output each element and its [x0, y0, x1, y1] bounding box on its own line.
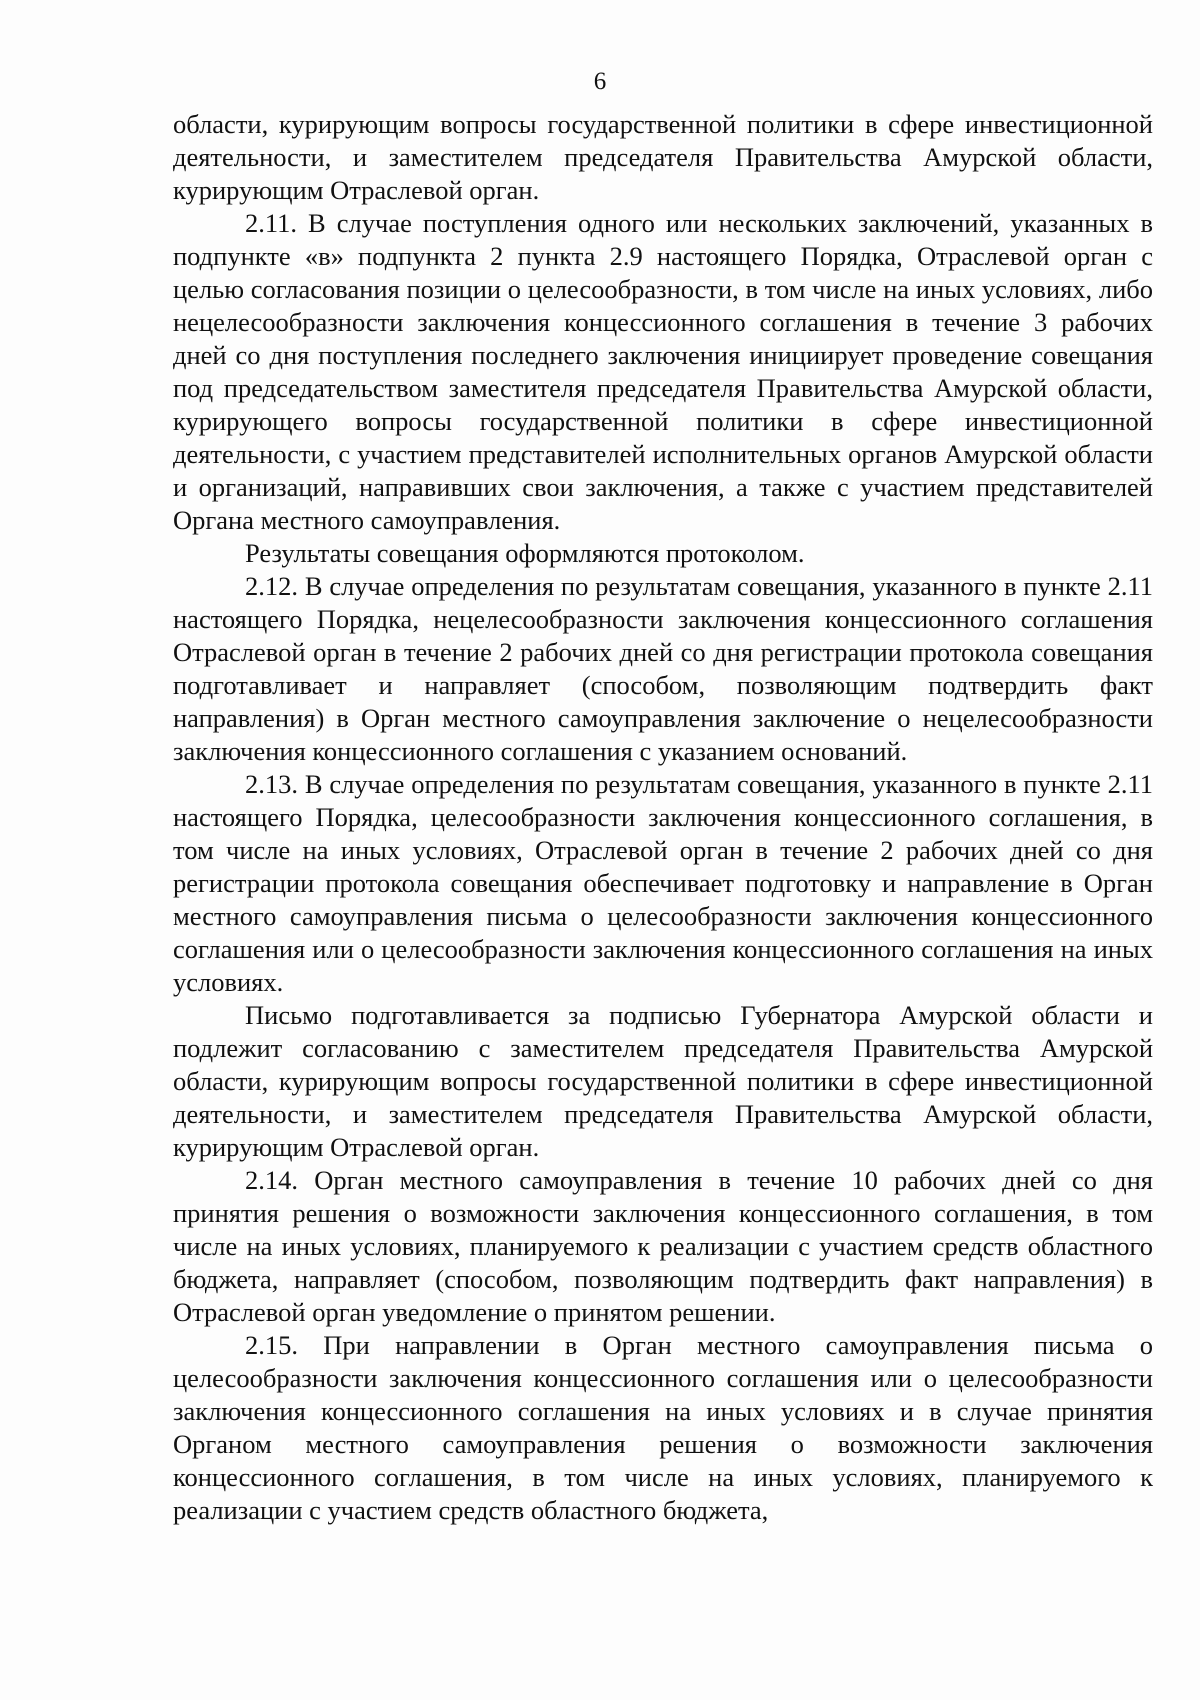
document-body: [173, 108, 1153, 1527]
paragraph-meeting-results: Результаты совещания оформляются протоколом.: [245, 538, 805, 568]
paragraph-2-14: 2.14. Орган местного самоуправления в течение 10 рабочих дней со дня принятия решения о возможности заключения концессионного соглашения, в том числе на иных условиях, планируемого к реализации с участием средств областного бюджета, направляет (способом, позволяющим подтвердить факт направления) в Отраслевой орган уведомление о принятом решении.: [173, 1165, 1153, 1327]
paragraph-2-11: 2.11. В случае поступления одного или нескольких заключений, указанных в подпункте «в» подпункта 2 пункта 2.9 настоящего Порядка, Отраслевой орган с целью согласования позиции о целесообразности, в том числе на иных условиях, либо нецелесообразности заключения концессионного соглашения в течение 3 рабочих дней со дня поступления последнего заключения инициирует проведение совещания под председательством заместителя председателя Правительства Амурской области, курирующего вопросы государственной политики в сфере инвестиционной деятельности, с участием представителей исполнительных органов Амурской области и организаций, направивших свои заключения, а также с участием представителей Органа местного самоуправления.: [173, 208, 1153, 535]
paragraph-2-13: 2.13. В случае определения по результатам совещания, указанного в пункте 2.11 настоящего Порядка, целесообразности заключения концессионного соглашения, в том числе на иных условиях, Отраслевой орган в течение 2 рабочих дней со дня регистрации протокола совещания обеспечивает подготовку и направление в Орган местного самоуправления письма о целесообразности заключения концессионного соглашения или о целесообразности заключения концессионного соглашения на иных условиях.: [173, 769, 1153, 997]
paragraph-2-15: 2.15. При направлении в Орган местного самоуправления письма о целесообразности заключения концессионного соглашения или о целесообразности заключения концессионного соглашения на иных условиях и в случае принятия Органом местного самоуправления решения о возможности заключения концессионного соглашения, в том числе на иных условиях, планируемого к реализации с участием средств областного бюджета,: [173, 1330, 1153, 1525]
paragraph-continuation: области, курирующим вопросы государственной политики в сфере инвестиционной деятельности, и заместителем председателя Правительства Амурской области, курирующим Отраслевой орган.: [173, 109, 1153, 205]
page-number: 6: [593, 68, 607, 95]
paragraph-2-12: 2.12. В случае определения по результатам совещания, указанного в пункте 2.11 настоящего Порядка, нецелесообразности заключения концессионного соглашения Отраслевой орган в течение 2 рабочих дней со дня регистрации протокола совещания подготавливает и направляет (способом, позволяющим подтвердить факт направления) в Орган местного самоуправления заключение о нецелесообразности заключения концессионного соглашения с указанием оснований.: [173, 571, 1153, 766]
paragraph-letter: Письмо подготавливается за подписью Губернатора Амурской области и подлежит согласованию с заместителем председателя Правительства Амурской области, курирующим вопросы государственной политики в сфере инвестиционной деятельности, и заместителем председателя Правительства Амурской области, курирующим Отраслевой орган.: [173, 1000, 1153, 1162]
